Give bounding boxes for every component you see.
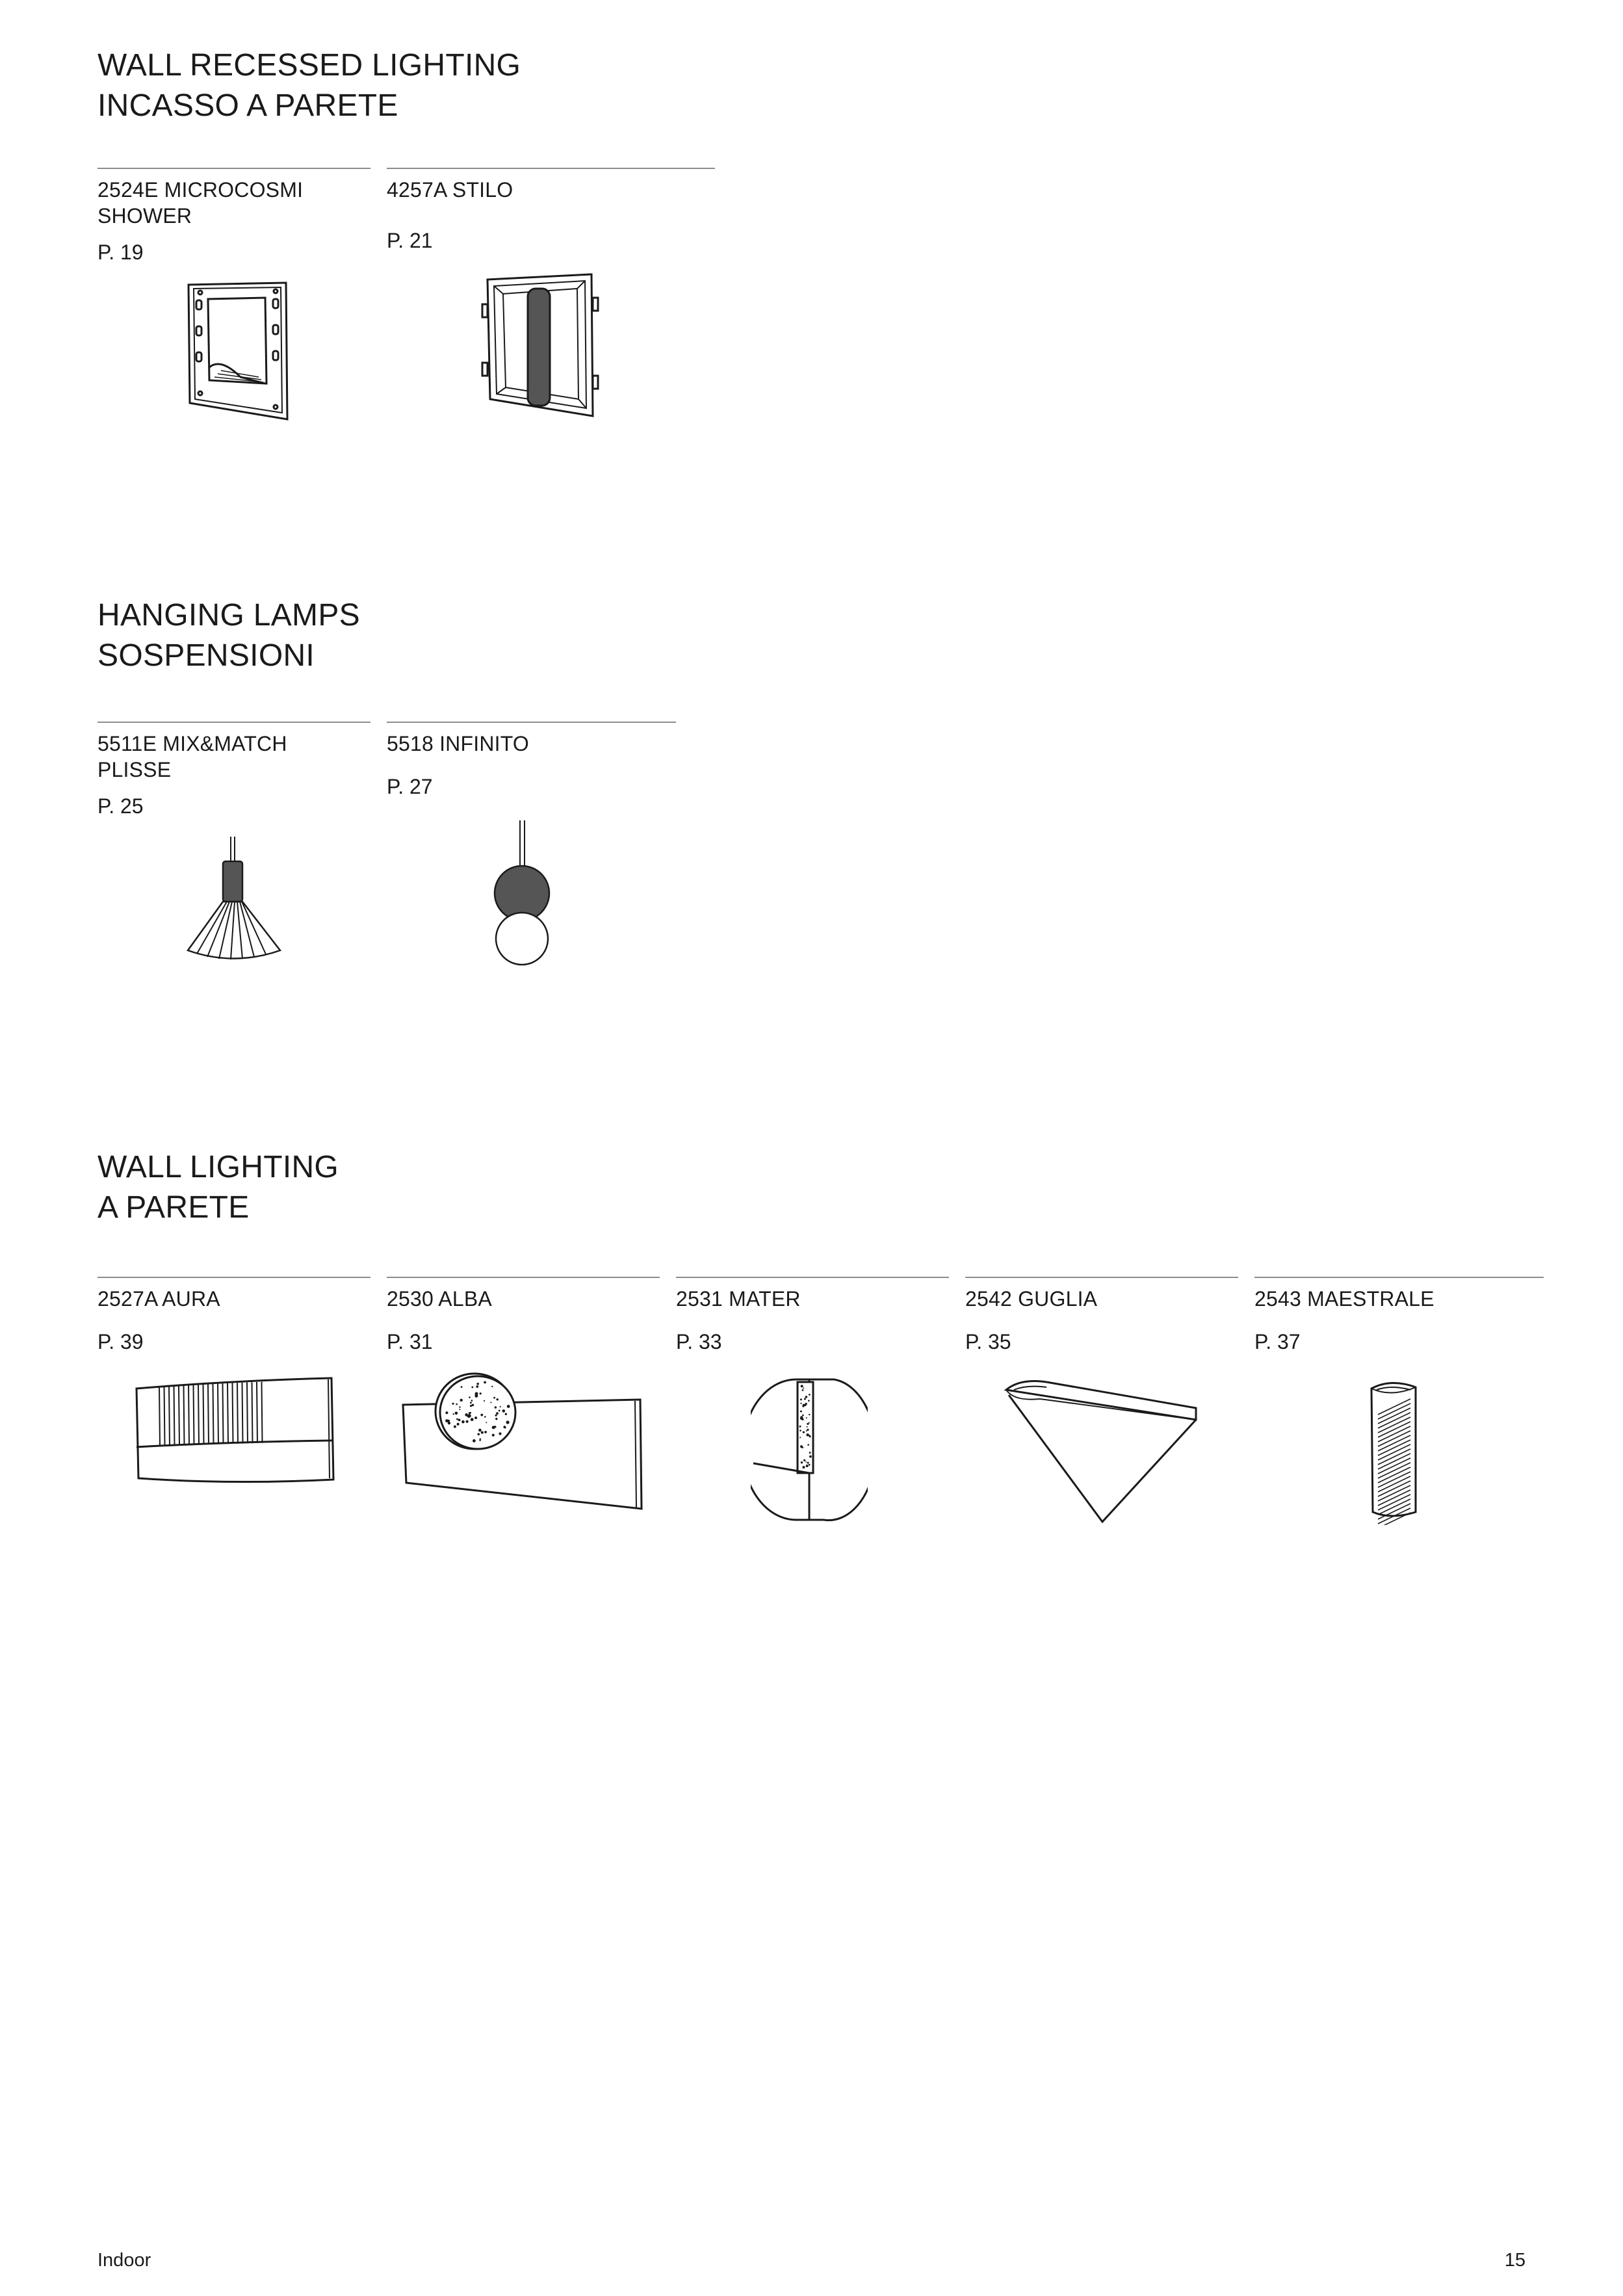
footer-section-label: Indoor [97, 2250, 151, 2271]
product-name: 5518 INFINITO [387, 732, 529, 755]
product-card-2527a[interactable] [97, 1277, 370, 1551]
product-page-ref[interactable]: P. 21 [387, 229, 433, 252]
product-page-ref[interactable]: P. 19 [97, 241, 144, 264]
product-card-5511e[interactable] [97, 722, 370, 996]
product-name: 2542 GUGLIA [965, 1287, 1098, 1311]
recessed-frame-drawing [182, 280, 292, 426]
product-page-ref[interactable]: P. 27 [387, 775, 433, 798]
section-title-it: A PARETE [97, 1190, 250, 1225]
product-card-2524e[interactable] [97, 168, 370, 442]
footer-page-number: 15 [1504, 2250, 1526, 2271]
product-name: 2527A AURA [97, 1287, 220, 1311]
section-title-en: HANGING LAMPS [97, 598, 360, 633]
product-card-4257a[interactable] [387, 168, 715, 442]
product-name: 2531 MATER [676, 1287, 801, 1311]
product-card-2542[interactable] [965, 1277, 1238, 1551]
product-name: 4257A STILO [387, 178, 513, 202]
guglia-wall-drawing [1001, 1376, 1209, 1525]
product-name: 2543 MAESTRALE [1254, 1287, 1435, 1311]
product-name: 2524E MICROCOSMI SHOWER [97, 178, 304, 228]
section-title-wall-recessed [97, 46, 521, 126]
recessed-stilo-drawing [481, 272, 604, 418]
product-page-ref[interactable]: P. 31 [387, 1330, 433, 1353]
product-page-ref[interactable]: P. 39 [97, 1330, 144, 1353]
product-name: 2530 ALBA [387, 1287, 492, 1311]
section-title-it: SOSPENSIONI [97, 638, 315, 673]
section-title-hanging-lamps [97, 595, 360, 676]
mater-wall-drawing [751, 1376, 868, 1525]
alba-wall-drawing [400, 1372, 647, 1522]
maestrale-wall-drawing [1365, 1376, 1423, 1525]
section-title-en: WALL LIGHTING [97, 1150, 339, 1184]
product-card-2531[interactable] [676, 1277, 949, 1551]
product-page-ref[interactable]: P. 37 [1254, 1330, 1301, 1353]
sphere-pendant-drawing [491, 820, 556, 970]
product-name: 5511E MIX&MATCH PLISSE [97, 732, 287, 781]
aura-wall-drawing [133, 1376, 338, 1493]
product-card-5518[interactable] [387, 722, 676, 996]
product-page-ref[interactable]: P. 25 [97, 794, 144, 818]
pleated-pendant-drawing [179, 837, 289, 967]
product-page-ref[interactable]: P. 33 [676, 1330, 722, 1353]
product-page-ref[interactable]: P. 35 [965, 1330, 1011, 1353]
product-card-2530[interactable] [387, 1277, 660, 1551]
section-title-en: WALL RECESSED LIGHTING [97, 48, 521, 83]
section-title-it: INCASSO A PARETE [97, 88, 398, 123]
section-title-wall-lighting [97, 1147, 339, 1228]
product-card-2543[interactable] [1254, 1277, 1544, 1551]
